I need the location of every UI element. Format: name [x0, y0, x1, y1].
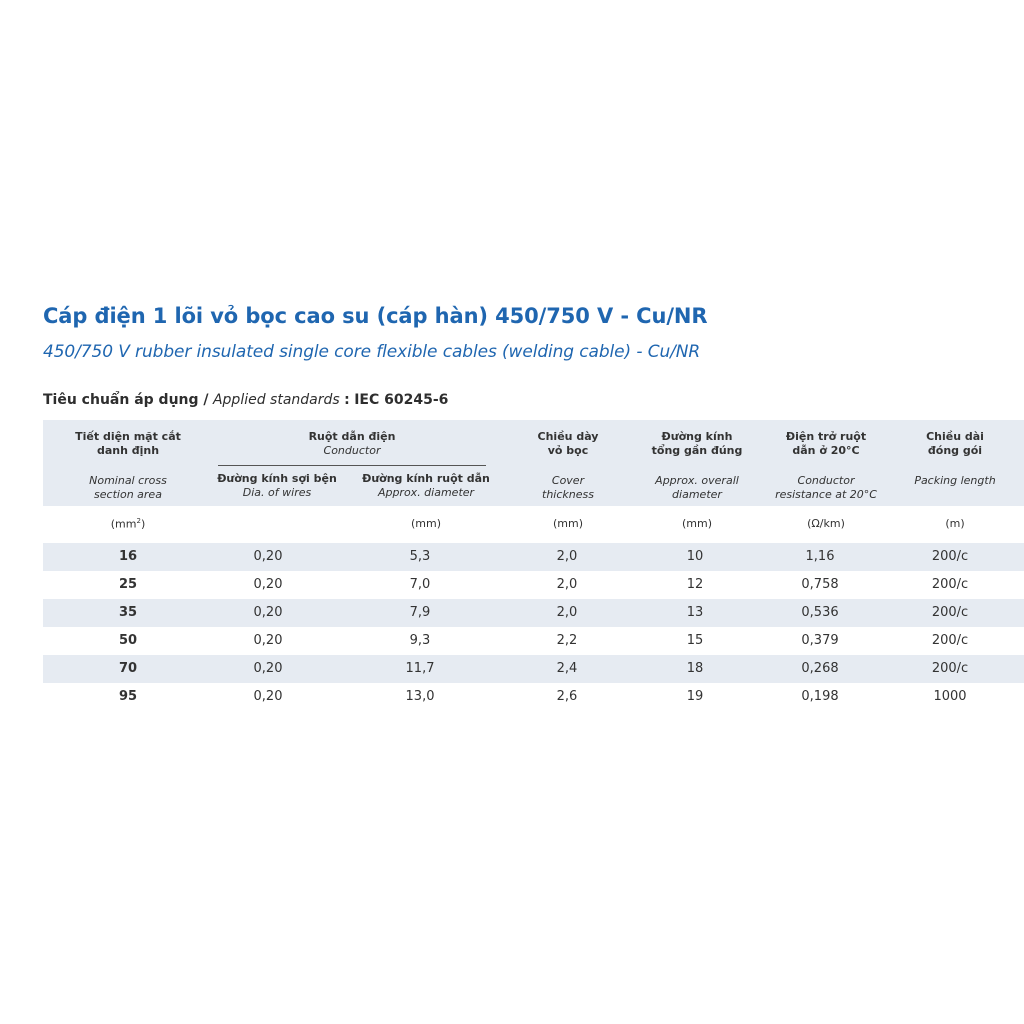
cell-resistance: 1,16 — [805, 549, 835, 564]
cell-section: 95 — [118, 689, 138, 704]
cell-resistance: 0,758 — [801, 577, 839, 592]
cell-wire-dia: 0,20 — [253, 661, 283, 676]
unit-overall: (mm) — [681, 517, 713, 530]
cell-wire-dia: 0,20 — [253, 633, 283, 648]
header-cover-vn: Chiều dày vỏ bọc — [537, 430, 599, 457]
table-row — [43, 655, 1024, 683]
cell-section: 25 — [118, 577, 138, 592]
header-overall-en: Approx. overall diameter — [655, 474, 739, 501]
page-subtitle: 450/750 V rubber insulated single core flexible cables (welding cable) - Cu/NR — [43, 342, 701, 362]
standards-label-vn: Tiêu chuẩn áp dụng / — [43, 392, 209, 408]
unit-cond-dia: (mm) — [410, 517, 442, 530]
table-row — [43, 627, 1024, 655]
unit-cover: (mm) — [552, 517, 584, 530]
cell-cond-dia: 11,7 — [405, 661, 435, 676]
table-row — [43, 571, 1024, 599]
cell-cover: 2,0 — [556, 549, 578, 564]
header-wire-dia: Đường kính sợi bện Dia. of wires — [217, 472, 337, 499]
cell-overall: 12 — [686, 577, 704, 592]
page-title: Cáp điện 1 lõi vỏ bọc cao su (cáp hàn) 450/750 V - Cu/NR — [43, 304, 708, 328]
unit-section: $(mm^2)$ — [110, 517, 146, 531]
cell-packing: 1000 — [933, 689, 967, 704]
cell-packing: 200/c — [931, 661, 969, 676]
cell-wire-dia: 0,20 — [253, 689, 283, 704]
table-row — [43, 683, 1024, 711]
header-section-en: Nominal cross section area — [89, 474, 167, 501]
header-overall-vn: Đường kính tổng gần đúng — [651, 430, 743, 457]
unit-packing: (m) — [945, 517, 965, 530]
table-row — [43, 599, 1024, 627]
cell-packing: 200/c — [931, 577, 969, 592]
cell-cond-dia: 7,9 — [409, 605, 431, 620]
header-section-vn: Tiết diện mặt cắt danh định — [75, 430, 181, 457]
cell-section: 35 — [118, 605, 138, 620]
cell-resistance: 0,379 — [801, 633, 839, 648]
cell-overall: 19 — [686, 689, 704, 704]
unit-resistance: (Ω/km) — [807, 517, 845, 530]
header-cover-en: Cover thickness — [542, 474, 594, 501]
cell-wire-dia: 0,20 — [253, 577, 283, 592]
cell-overall: 18 — [686, 661, 704, 676]
standards-separator: : — [344, 392, 350, 408]
conductor-group-divider — [218, 465, 486, 466]
header-resistance-en: Conductor resistance at 20°C — [775, 474, 877, 501]
header-conductor: Ruột dẫn điện Conductor — [308, 430, 396, 457]
cell-wire-dia: 0,20 — [253, 549, 283, 564]
cell-overall: 13 — [686, 605, 704, 620]
header-resistance-vn: Điện trở ruột dẫn ở 20°C — [785, 430, 867, 457]
cell-section: 50 — [118, 633, 138, 648]
cell-section: 16 — [118, 549, 138, 564]
cell-cover: 2,6 — [556, 689, 578, 704]
standards-label-en: Applied standards — [212, 392, 340, 408]
header-cond-dia: Đường kính ruột dẫn Approx. diameter — [362, 472, 490, 499]
cell-resistance: 0,268 — [801, 661, 839, 676]
cell-overall: 10 — [686, 549, 704, 564]
cell-resistance: 0,536 — [801, 605, 839, 620]
standards-value: IEC 60245-6 — [354, 392, 449, 408]
cell-cover: 2,0 — [556, 605, 578, 620]
cell-resistance: 0,198 — [801, 689, 839, 704]
cell-cond-dia: 13,0 — [405, 689, 435, 704]
cell-cover: 2,2 — [556, 633, 578, 648]
cell-packing: 200/c — [931, 633, 969, 648]
cell-packing: 200/c — [931, 549, 969, 564]
cell-cond-dia: 9,3 — [409, 633, 431, 648]
header-packing-vn: Chiều dài đóng gói — [926, 430, 984, 457]
header-packing-en: Packing length — [914, 474, 996, 487]
cell-overall: 15 — [686, 633, 704, 648]
cell-wire-dia: 0,20 — [253, 605, 283, 620]
table-row — [43, 543, 1024, 571]
cell-cover: 2,4 — [556, 661, 578, 676]
applied-standards — [43, 392, 448, 408]
cell-section: 70 — [118, 661, 138, 676]
cell-cover: 2,0 — [556, 577, 578, 592]
cell-cond-dia: 7,0 — [409, 577, 431, 592]
cell-packing: 200/c — [931, 605, 969, 620]
cell-cond-dia: 5,3 — [409, 549, 431, 564]
